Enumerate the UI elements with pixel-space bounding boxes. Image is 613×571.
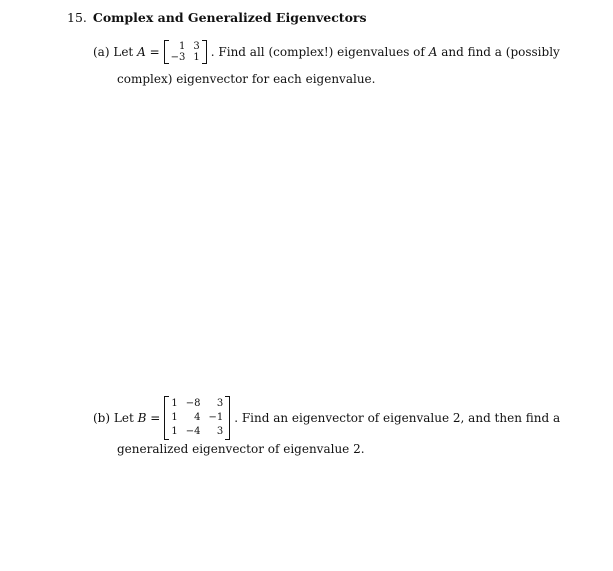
part-b-label: (b)	[93, 411, 111, 425]
part-b-let: Let	[113, 411, 134, 425]
part-a-text2: and find a (possibly	[441, 45, 560, 59]
matrix-b-cell: 3	[216, 426, 224, 437]
matrix-b-cell: 3	[216, 398, 224, 409]
part-a-text: . Find all (complex!) eigenvalues of	[210, 45, 425, 59]
matrix-a-right-bracket	[202, 40, 207, 64]
problem-heading	[67, 10, 367, 25]
matrix-b-cell: 1	[171, 398, 178, 409]
part-b-equals: =	[150, 411, 161, 425]
problem-title: Complex and Generalized Eigenvectors	[92, 10, 367, 25]
matrix-a-cell: −3	[170, 52, 186, 63]
matrix-b-cell: 1	[171, 426, 178, 437]
part-a-let: Let	[113, 45, 134, 59]
part-a-var: A	[137, 45, 146, 59]
matrix-a-cell: 1	[193, 52, 200, 63]
matrix-b-cell: 1	[171, 412, 178, 423]
part-a-statement	[93, 40, 560, 64]
matrix-b	[164, 396, 230, 440]
matrix-b-right-bracket	[225, 396, 230, 440]
part-a-equals: =	[149, 45, 160, 59]
matrix-a-cell: 3	[193, 41, 200, 52]
matrix-b-cell: −4	[185, 426, 201, 437]
matrix-b-cell: 4	[194, 412, 201, 423]
part-a-label: (a)	[93, 45, 110, 59]
part-b-text: . Find an eigenvector of eigenvalue 2, and then find a	[234, 411, 561, 425]
matrix-a	[164, 40, 207, 64]
part-b-statement	[93, 396, 560, 440]
matrix-a-cell: 1	[179, 41, 186, 52]
part-b-var: B	[137, 411, 147, 425]
matrix-b-cell: −8	[185, 398, 201, 409]
part-a-continuation: complex) eigenvector for each eigenvalue.	[117, 72, 376, 86]
problem-number: 15.	[67, 10, 87, 25]
part-a-var2: A	[428, 45, 438, 59]
part-b-continuation: generalized eigenvector of eigenvalue 2.	[117, 442, 365, 456]
matrix-b-cell: −1	[208, 412, 224, 423]
